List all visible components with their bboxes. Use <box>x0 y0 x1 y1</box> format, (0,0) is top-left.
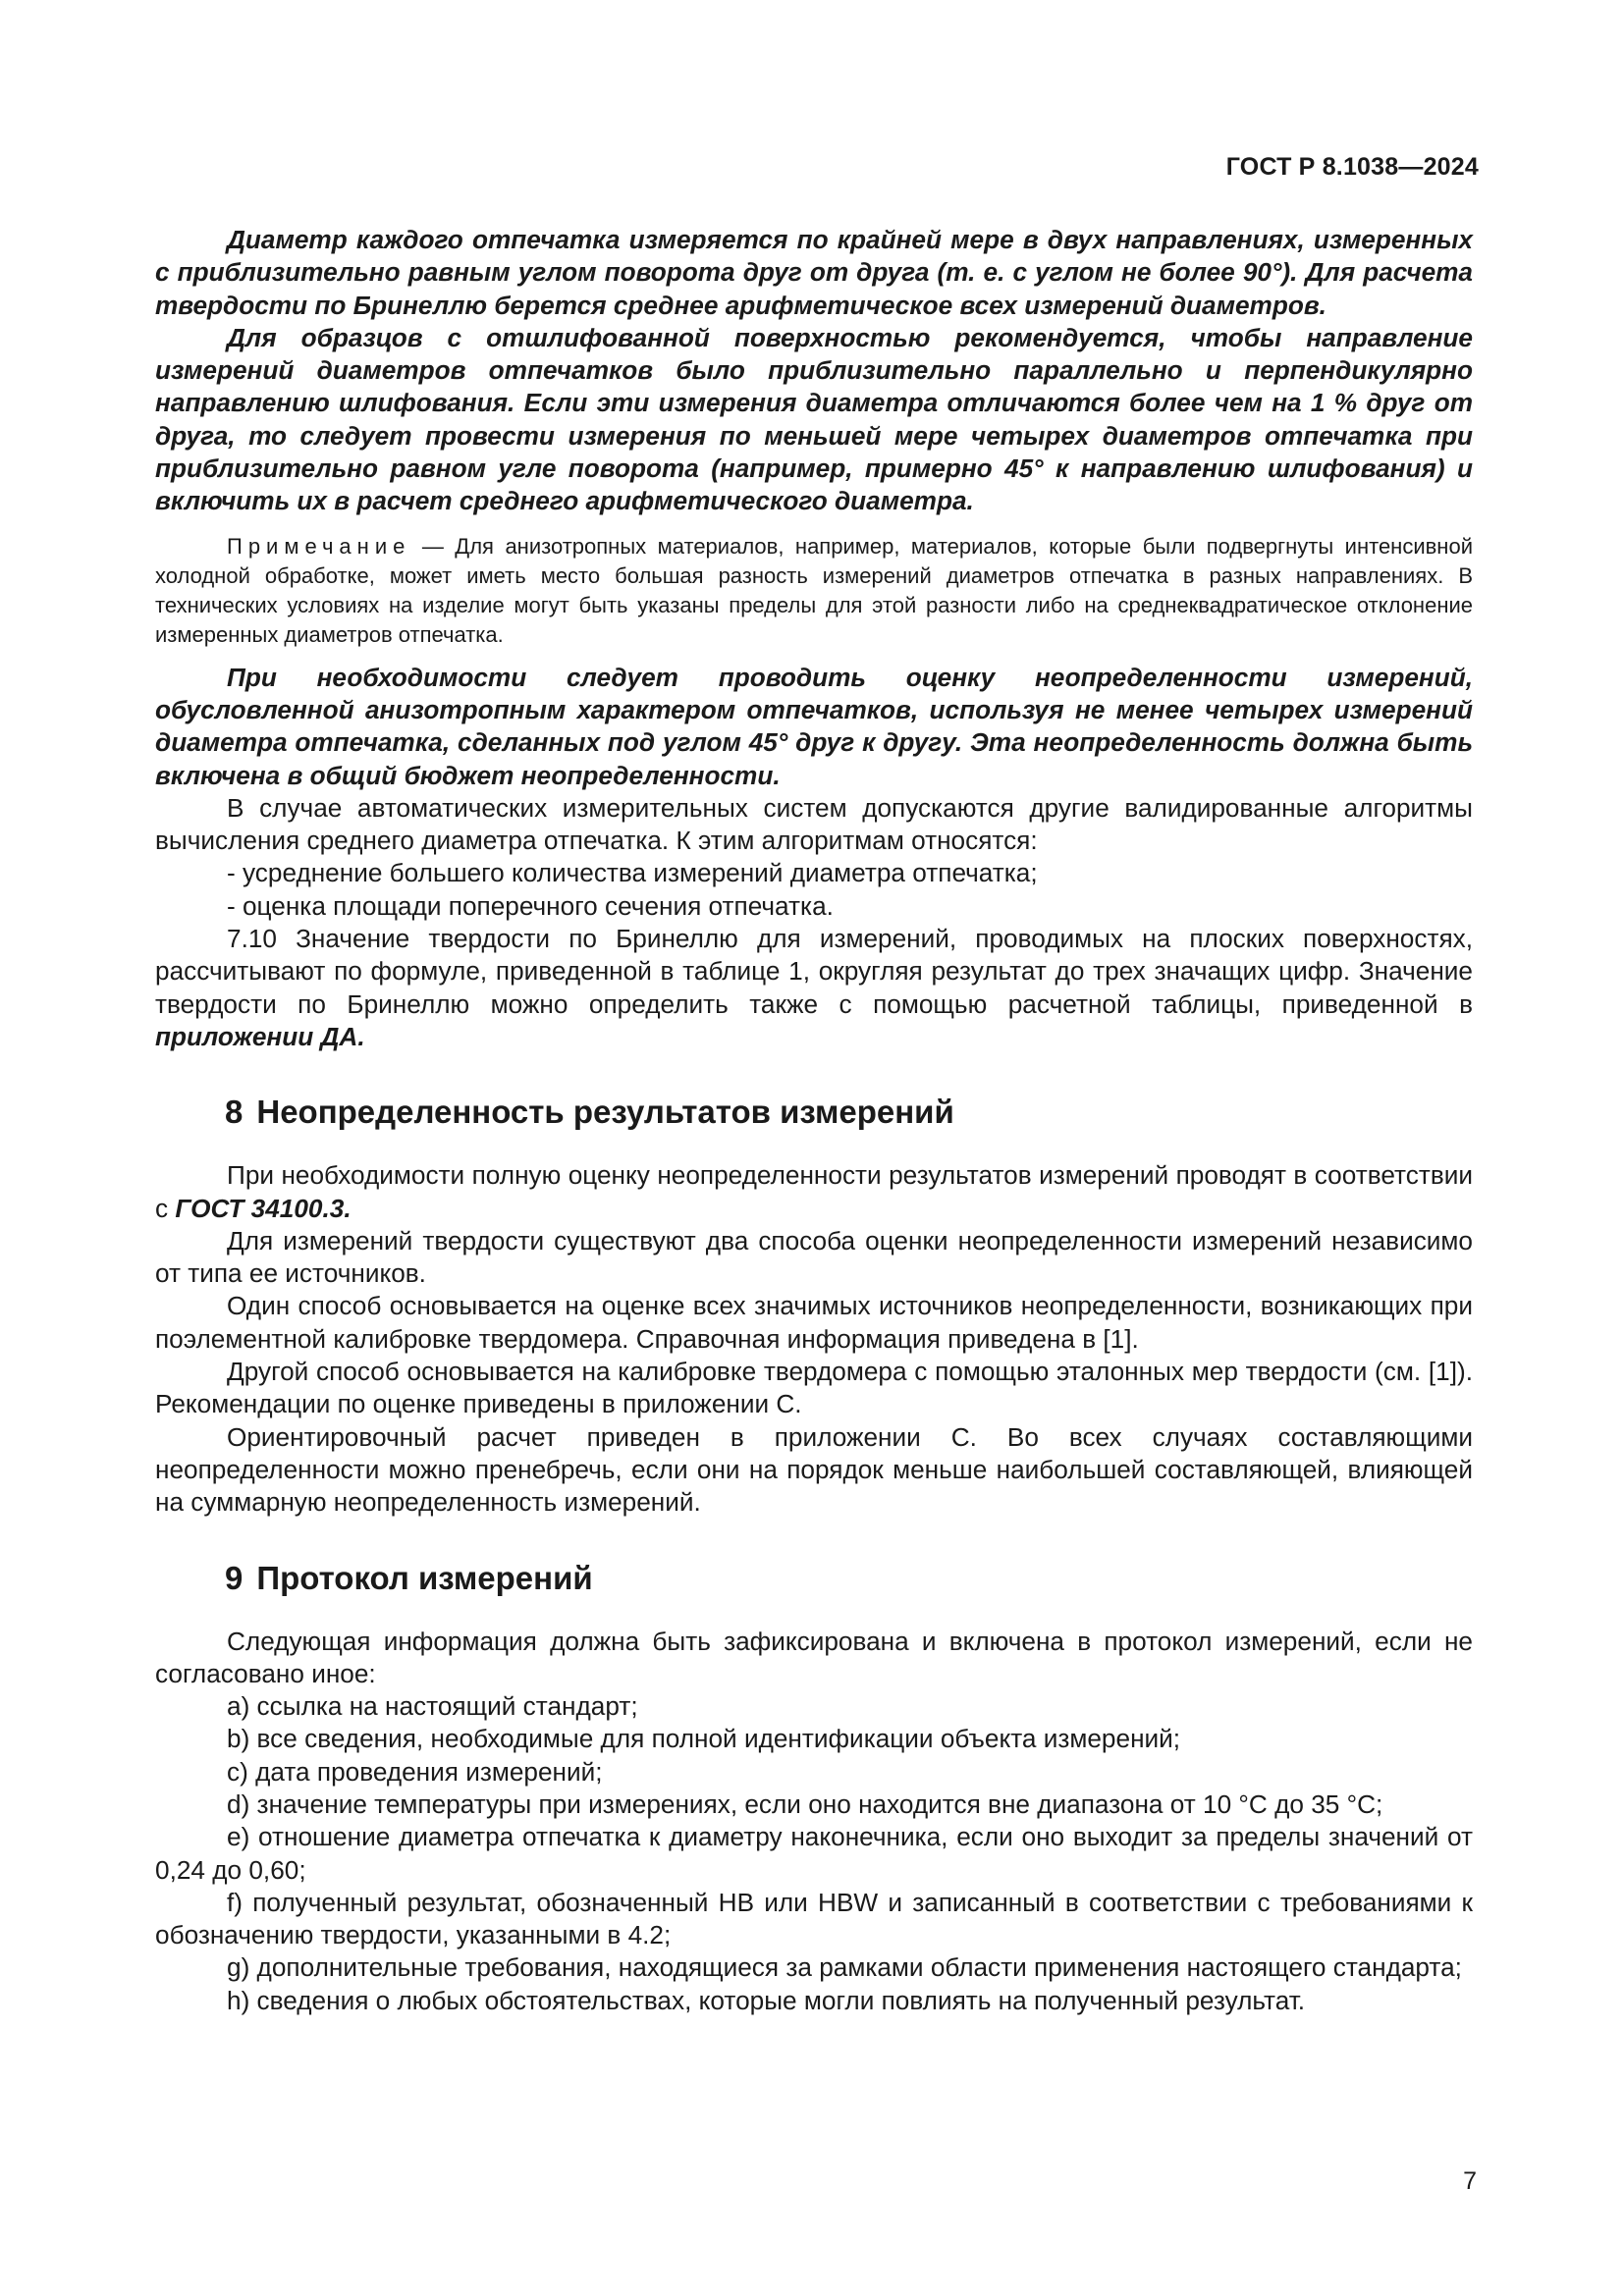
auto-list-item: - оценка площади поперечного сечения отпечатка. <box>227 890 834 921</box>
page-content <box>155 224 1473 2017</box>
protocol-item: b) все сведения, необходимые для полной идентификации объекта измерений; <box>227 1724 1181 1754</box>
protocol-list <box>155 1690 1473 2017</box>
clause-7-10-text: 7.10 Значение твердости по Бринеллю для измерений, проводимых на плоских поверхностях, рассчитывают по формуле, приведенной в таблице 1, округляя результат до трех значащих цифр. Значение твердости по Бринеллю можно определить также с помощью расчетной таблицы, приведенной в <box>155 924 1473 1019</box>
section-8-p1-ref: ГОСТ 34100.3. <box>175 1193 352 1223</box>
protocol-item: g) дополнительные требования, находящиеся за рамками области применения настоящего стандарта; <box>227 1952 1462 1983</box>
section-8-paragraph: Другой способ основывается на калибровке твердомера с помощью эталонных мер твердости (см. [1]). Рекомендации по оценке приведены в приложении С. <box>155 1357 1473 1419</box>
section-8-paragraph-1 <box>155 1159 1473 1225</box>
section-9-title: Протокол измерений <box>256 1559 593 1596</box>
auto-systems-paragraph: В случае автоматических измерительных систем допускаются другие валидированные алгоритмы вычисления среднего диаметра отпечатка. К этим алгоритмам относятся: <box>155 792 1473 856</box>
protocol-item: c) дата проведения измерений; <box>227 1756 603 1787</box>
note-paragraph <box>155 532 1473 650</box>
protocol-item: h) сведения о любых обстоятельствах, которые могли повлиять на полученный результат. <box>227 1985 1306 2015</box>
section-8-paragraph: Один способ основывается на оценке всех значимых источников неопределенности, возникающих при поэлементной калибровке твердомера. Справочная информация приведена в [1]. <box>155 1291 1473 1354</box>
protocol-item: a) ссылка на настоящий стандарт; <box>227 1691 638 1722</box>
clause-7-10 <box>155 923 1473 1053</box>
section-8-paragraph: Для измерений твердости существуют два способа оценки неопределенности измерений независимо от типа ее источников. <box>155 1225 1473 1289</box>
uncertainty-paragraph: При необходимости следует проводить оценку неопределенности измерений, обусловленной анизотропным характером отпечатков, используя не менее четырех измерений диаметра отпечатка, сделанных под углом 45° друг к другу. Эта неопределенность должна быть включена в общий бюджет неопределенности. <box>155 662 1473 790</box>
page-number: 7 <box>1463 2167 1477 2195</box>
document-id-header: ГОСТ Р 8.1038—2024 <box>1225 153 1479 181</box>
protocol-item: f) полученный результат, обозначенный НВ или HBW и записанный в соответствии с требованиями к обозначению твердости, указанными в 4.2; <box>155 1887 1473 1950</box>
section-8-paragraph: Ориентировочный расчет приведен в приложении С. Во всех случаях составляющими неопределенности можно пренебречь, если они на порядок меньше наибольшей составляющей, влияющей на суммарную неопределенность измерений. <box>155 1421 1473 1518</box>
auto-list-item: - усреднение большего количества измерений диаметра отпечатка; <box>227 858 1038 888</box>
intro-paragraph-1: Диаметр каждого отпечатка измеряется по крайней мере в двух направлениях, измеренных с приблизительно равным углом поворота друг от друга (т. е. с углом не более 90°). Для расчета твердости по Бринеллю берется среднее арифметическое всех измерений диаметров. <box>155 225 1473 320</box>
intro-paragraph-2: Для образцов с отшлифованной поверхностью рекомендуется, чтобы направление измерений диаметров отпечатков было приблизительно параллельно и перпендикулярно направлению шлифования. Если эти измерения диаметра отличаются более чем на 1 % друг от друга, то следует провести измерения по меньшей мере четырех диаметров отпечатка при приблизительно равном угле поворота (например, примерно 45° к направлению шлифования) и включить их в расчет среднего арифметического диаметра. <box>155 322 1473 516</box>
clause-7-10-ref: приложении ДА. <box>155 1021 365 1051</box>
section-9-number: 9 <box>225 1559 244 1596</box>
section-8-title: Неопределенность результатов измерений <box>256 1094 954 1131</box>
section-9-intro: Следующая информация должна быть зафиксирована и включена в протокол измерений, если не согласовано иное: <box>155 1626 1473 1688</box>
section-8-number: 8 <box>225 1094 244 1131</box>
section-8-p1-text: При необходимости полную оценку неопределенности результатов измерений проводят в соответствии с <box>155 1160 1473 1223</box>
protocol-item: d) значение температуры при измерениях, если оно находится вне диапазона от 10 °С до 35 °С; <box>227 1789 1383 1819</box>
note-text: — Для анизотропных материалов, например, материалов, которые были подвергнуты интенсивной холодной обработке, может иметь место большая разность измерений диаметров отпечатка в разных направлениях. В технических условиях на изделие могут быть указаны пределы для этой разности либо на среднеквадратическое отклонение измеренных диаметров отпечатка. <box>155 533 1473 647</box>
section-9-heading <box>155 1559 1473 1598</box>
note-label: Примечание <box>227 533 411 559</box>
section-8-heading <box>155 1093 1473 1132</box>
protocol-item: e) отношение диаметра отпечатка к диаметру наконечника, если оно выходит за пределы значений от 0,24 до 0,60; <box>155 1822 1473 1885</box>
